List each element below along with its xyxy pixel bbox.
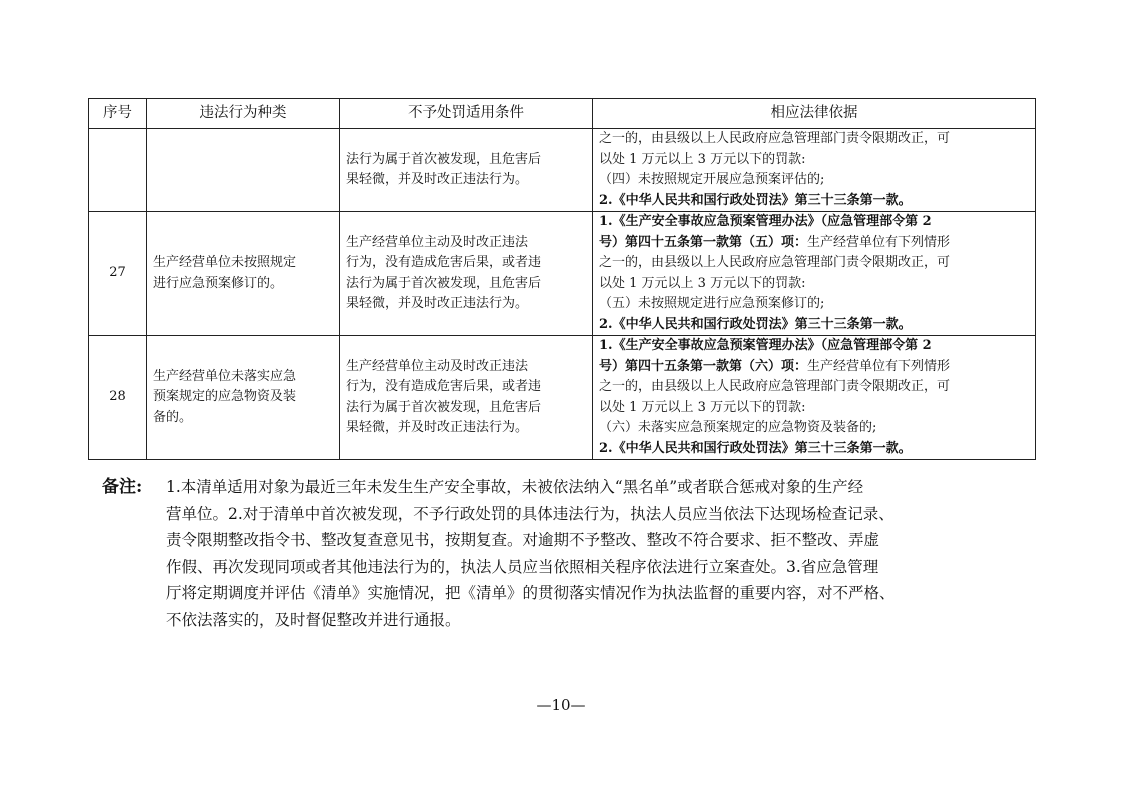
condition-cell: 生产经营单位主动及时改正违法 行为，没有造成危害后果，或者违 法行为属于首次被发现，且危害后 果轻微，并及时改正违法行为。: [340, 336, 593, 460]
table-header-row: [89, 99, 1036, 129]
legal-basis-cell: 之一的，由县级以上人民政府应急管理部门责令限期改正，可 以处 1 万元以上 3 万元以下的罚款: （四）未按照规定开展应急预案评估的; 2.《中华人民共和国行政处罚法》第三十三条第一款。: [593, 129, 1036, 212]
remarks-line: 营单位。2.对于清单中首次被发现，不予行政处罚的具体违法行为，执法人员应当依法下达现场检查记录、: [166, 504, 894, 523]
row-number: 27: [89, 212, 147, 336]
header-legal-basis: 相应法律依据: [593, 99, 1036, 129]
legal-basis-cell: 1.《生产安全事故应急预案管理办法》（应急管理部令第 2 号）第四十五条第一款第（六）项：生产经营单位有下列情形 之一的，由县级以上人民政府应急管理部门责令限期改正，可 以处 1 万元以上 3 万元以下的罚款: （六）未落实应急预案规定的应急物资及装备的; 2.《中华人民共和国行政处罚法》第三十三条第一款。: [593, 336, 1036, 460]
remarks-line: 作假、再次发现同项或者其他违法行为的，执法人员应当依照相关程序依法进行立案查处。3.省应急管理: [166, 557, 879, 576]
penalty-exemption-table: [88, 98, 1036, 460]
page-number: —10—: [536, 696, 586, 714]
condition-cell: 生产经营单位主动及时改正违法 行为，没有造成危害后果，或者违 法行为属于首次被发现，且危害后 果轻微，并及时改正违法行为。: [340, 212, 593, 336]
header-exemption-condition: 不予处罚适用条件: [340, 99, 593, 129]
table-row: [89, 336, 1036, 460]
violation-type-cell: [147, 129, 340, 212]
violation-type-cell: 生产经营单位未落实应急 预案规定的应急物资及装 备的。: [147, 336, 340, 460]
header-serial-number: 序号: [89, 99, 147, 129]
header-violation-type: 违法行为种类: [147, 99, 340, 129]
remarks-label: 备注:: [102, 477, 143, 497]
row-number: 28: [89, 336, 147, 460]
remarks-body: [166, 474, 1032, 633]
row-number: [89, 129, 147, 212]
remarks-line: 1.本清单适用对象为最近三年未发生生产安全事故，未被依法纳入“黑名单”或者联合惩戒对象的生产经: [166, 478, 864, 496]
remarks-line: 厅将定期调度并评估《清单》实施情况，把《清单》的贯彻落实情况作为执法监督的重要内容，对不严格、: [166, 584, 895, 602]
table-row: [89, 129, 1036, 212]
condition-cell: 法行为属于首次被发现，且危害后 果轻微，并及时改正违法行为。: [340, 129, 593, 212]
table-row: [89, 212, 1036, 336]
violation-type-cell: 生产经营单位未按照规定 进行应急预案修订的。: [147, 212, 340, 336]
remarks-line: 责令限期整改指令书、整改复查意见书，按期复查。对逾期不予整改、整改不符合要求、拒不整改、弄虚: [166, 531, 880, 549]
legal-basis-cell: 1.《生产安全事故应急预案管理办法》（应急管理部令第 2 号）第四十五条第一款第（五）项：生产经营单位有下列情形 之一的，由县级以上人民政府应急管理部门责令限期改正，可 以处 1 万元以上 3 万元以下的罚款: （五）未按照规定进行应急预案修订的; 2.《中华人民共和国行政处罚法》第三十三条第一款。: [593, 212, 1036, 336]
remarks-line: 不依法落实的，及时督促整改并进行通报。: [166, 610, 461, 629]
